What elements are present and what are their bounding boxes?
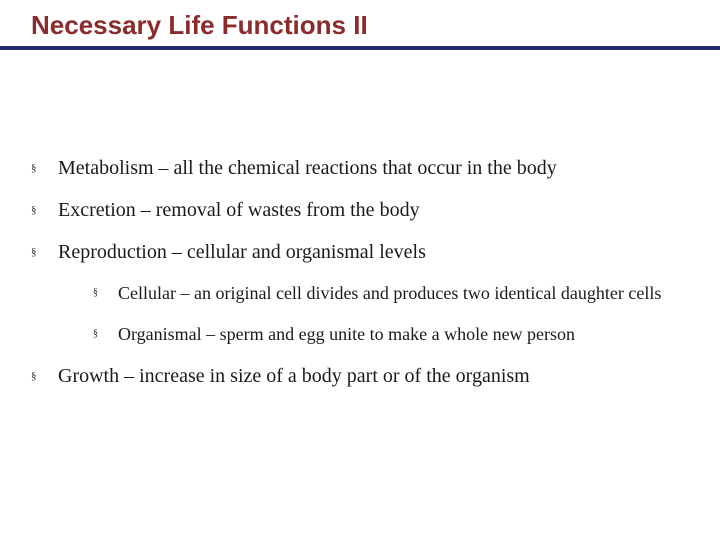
bullet-item-growth (30, 365, 690, 388)
bullet-list (30, 157, 690, 407)
bullet-icon: § (31, 162, 37, 174)
bullet-item-reproduction (30, 241, 690, 346)
slide-title: Necessary Life Functions II (31, 10, 368, 40)
bullet-item-excretion (30, 199, 690, 222)
bullet-text: Growth – increase in size of a body part or of the organism (58, 365, 530, 387)
bullet-icon: § (31, 204, 37, 216)
bullet-item-metabolism (30, 157, 690, 180)
sub-bullet-icon: § (93, 287, 98, 298)
bullet-text: Metabolism – all the chemical reactions that occur in the body (58, 157, 557, 179)
sub-bullet-text: Cellular – an original cell divides and produces two identical daughter cells (118, 283, 662, 303)
title-underline-rule (0, 46, 720, 50)
bullet-icon: § (31, 370, 37, 382)
sub-bullet-item-cellular (93, 282, 690, 305)
bullet-text: Reproduction – cellular and organismal levels (58, 241, 426, 263)
sub-bullet-icon: § (93, 328, 98, 339)
sub-bullet-text: Organismal – sperm and egg unite to make a whole new person (118, 324, 576, 344)
bullet-icon: § (31, 246, 37, 258)
bullet-text: Excretion – removal of wastes from the body (58, 199, 420, 221)
sub-bullet-item-organismal (93, 323, 690, 346)
sub-bullet-list (93, 282, 690, 346)
